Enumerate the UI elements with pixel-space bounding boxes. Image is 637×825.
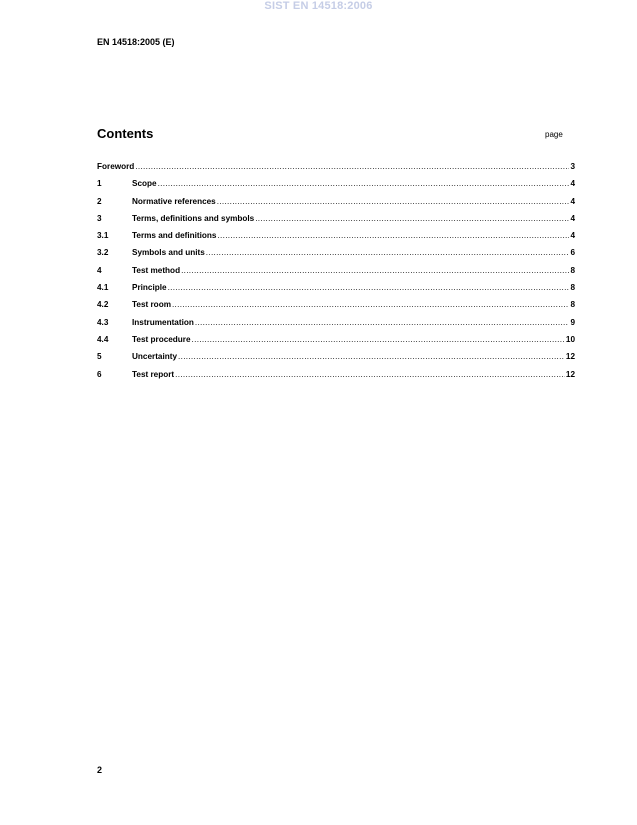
- toc-entry-number: 1: [97, 179, 102, 189]
- toc-entry-page: 4: [570, 213, 575, 223]
- toc-dot-leader: [178, 352, 565, 361]
- toc-entry-title: Test method: [132, 265, 181, 275]
- toc-dot-leader: [135, 162, 569, 171]
- toc-entry-scope[interactable]: [97, 179, 575, 196]
- toc-entry-number: 4.2: [97, 300, 109, 310]
- toc-entry-symbols-and-units[interactable]: [97, 248, 575, 265]
- toc-entry-title: Foreword: [97, 162, 135, 171]
- toc-entry-page: 4: [570, 196, 575, 206]
- toc-entry-principle[interactable]: [97, 283, 575, 300]
- toc-entry-page: 9: [570, 317, 575, 327]
- toc-entry-number: 3.2: [97, 248, 109, 258]
- toc-entry-foreword[interactable]: [97, 162, 575, 179]
- toc-entry-test-procedure[interactable]: [97, 335, 575, 352]
- contents-title: Contents: [97, 126, 154, 141]
- toc-entry-test-method[interactable]: [97, 266, 575, 283]
- toc-entry-number: 3.1: [97, 231, 109, 241]
- toc-entry-page: 6: [570, 248, 575, 258]
- toc-entry-number: 6: [97, 369, 102, 379]
- toc-entry-title: Symbols and units: [132, 248, 205, 258]
- toc-entry-title: Uncertainty: [132, 352, 178, 362]
- toc-entry-test-room[interactable]: [97, 300, 575, 317]
- toc-dot-leader: [181, 266, 569, 275]
- toc-entry-terms-and-definitions[interactable]: [97, 231, 575, 248]
- toc-entry-page: 8: [570, 283, 575, 293]
- toc-entry-title: Scope: [132, 179, 157, 189]
- page-column-label: page: [545, 130, 563, 139]
- toc-entry-number: 4.4: [97, 334, 109, 344]
- toc-entry-uncertainty[interactable]: [97, 352, 575, 369]
- toc-entry-page: 12: [565, 352, 575, 362]
- watermark: SIST EN 14518:2006: [264, 0, 373, 12]
- toc-entry-normative-references[interactable]: [97, 197, 575, 214]
- toc-dot-leader: [158, 179, 570, 188]
- toc-dot-leader: [192, 335, 565, 344]
- toc-entry-page: 10: [565, 334, 575, 344]
- toc-entry-number: 3: [97, 213, 102, 223]
- toc-entry-test-report[interactable]: [97, 370, 575, 387]
- toc-entry-number: 5: [97, 352, 102, 362]
- toc-entry-title: Test room: [132, 300, 171, 310]
- toc-entry-page: 4: [570, 231, 575, 241]
- toc-entry-title: Normative references: [132, 196, 216, 206]
- toc-entry-page: 4: [570, 179, 575, 189]
- table-of-contents: [97, 162, 575, 387]
- toc-dot-leader: [195, 318, 570, 327]
- toc-entry-instrumentation[interactable]: [97, 318, 575, 335]
- toc-entry-title: Terms and definitions: [132, 231, 217, 241]
- toc-entry-page: 12: [565, 369, 575, 379]
- toc-entry-title: Test procedure: [132, 334, 191, 344]
- page-number: 2: [97, 765, 103, 775]
- toc-entry-page: 8: [570, 265, 575, 275]
- toc-dot-leader: [255, 214, 569, 223]
- toc-dot-leader: [168, 283, 570, 292]
- toc-entry-title: Terms, definitions and symbols: [132, 213, 255, 223]
- toc-entry-number: 4.1: [97, 283, 109, 293]
- toc-entry-number: 4: [97, 265, 102, 275]
- toc-dot-leader: [217, 197, 570, 206]
- toc-entry-page: 8: [570, 300, 575, 310]
- toc-entry-title: Principle: [132, 283, 167, 293]
- toc-entry-number: 2: [97, 196, 102, 206]
- toc-dot-leader: [217, 231, 569, 240]
- toc-dot-leader: [172, 300, 569, 309]
- toc-entry-number: 4.3: [97, 317, 109, 327]
- toc-entry-title: Test report: [132, 369, 175, 379]
- toc-dot-leader: [175, 370, 565, 379]
- document-header: EN 14518:2005 (E): [97, 37, 175, 47]
- toc-entry-terms-definitions-symbols[interactable]: [97, 214, 575, 231]
- toc-entry-title: Instrumentation: [132, 317, 194, 327]
- toc-entry-page: 3: [570, 162, 575, 171]
- toc-dot-leader: [206, 248, 570, 257]
